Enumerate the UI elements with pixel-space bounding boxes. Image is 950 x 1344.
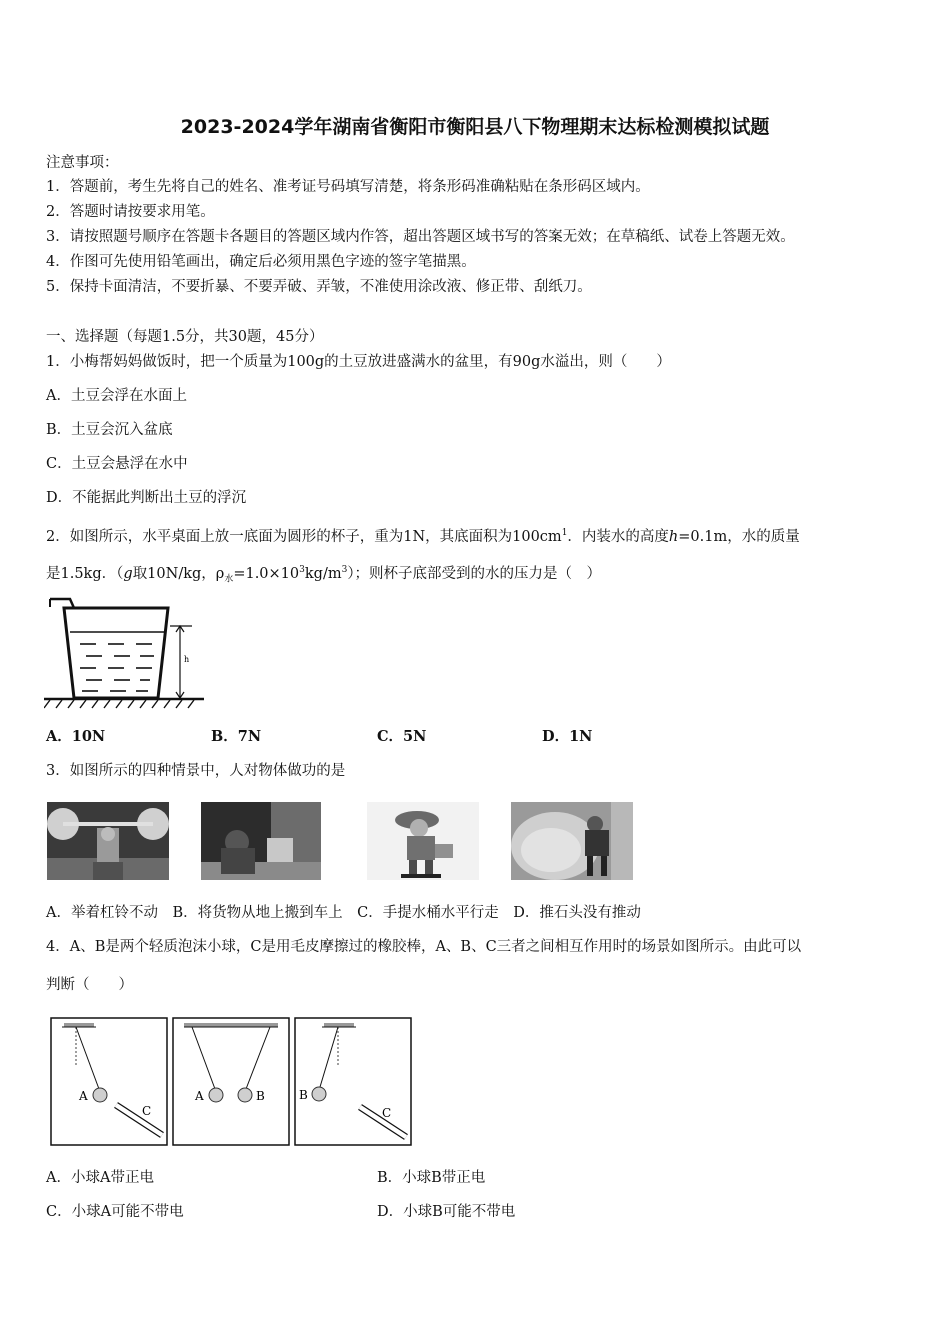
q2-stem-text: ．内装水的高度	[567, 528, 669, 545]
pendulum-panel-2	[172, 1017, 290, 1147]
q2-option-d: D．1N	[542, 728, 593, 745]
notice-item: 5．保持卡面清洁，不要折暴、不要弄破、弄皱，不准使用涂改液、修正带、刮纸刀。	[46, 279, 592, 295]
q2-option-b: B．7N	[211, 728, 262, 745]
q2-superscript: 1	[561, 528, 568, 538]
q4-option-d: D．小球B可能不带电	[377, 1204, 516, 1220]
notice-item: 4．作图可先使用铅笔画出，确定后必须用黑色字迹的签字笔描黑。	[46, 254, 476, 270]
q1-option-a: A．土豆会浮在水面上	[46, 388, 187, 404]
notice-item: 2．答题时请按要求用笔。	[46, 204, 215, 220]
q2-stem-text: kg/m	[304, 565, 342, 582]
question-3-stem: 3．如图所示的四种情景中，人对物体做功的是	[46, 763, 346, 779]
q1-option-b: B．土豆会沉入盆底	[46, 422, 173, 438]
rod-label: C	[142, 1104, 152, 1118]
weightlifter-photo	[47, 802, 169, 880]
carrying-bucket-photo	[367, 802, 479, 880]
q2-superscript: 3	[299, 565, 305, 575]
ball-label: B	[256, 1089, 265, 1103]
pendulum-panel-3	[294, 1017, 412, 1147]
ball-label: B	[299, 1088, 308, 1102]
question-4-stem-line2: 判断（ ）	[46, 977, 133, 993]
q2-variable-g: g	[123, 565, 133, 582]
q4-option-c: C．小球A可能不带电	[46, 1204, 184, 1220]
q2-stem-text: ）；则杯子底部受到的水的压力是（ ）	[347, 565, 602, 582]
q1-option-d: D．不能据此判断出土豆的浮沉	[46, 490, 247, 506]
q2-stem-text: =0.1m，水的质量	[678, 528, 800, 545]
q4-option-b: B．小球B带正电	[377, 1170, 486, 1186]
q2-option-a: A．10N	[46, 728, 106, 745]
height-label: h	[184, 655, 190, 664]
rod-label: C	[382, 1106, 392, 1120]
question-2-stem-line2	[46, 561, 601, 589]
page-title: 2023-2024学年湖南省衡阳市衡阳县八下物理期末达标检测模拟试题	[180, 116, 770, 138]
ball-label: A	[195, 1089, 204, 1103]
q2-stem-text: =1.0×10	[233, 565, 300, 582]
q2-variable-h: h	[668, 528, 679, 545]
question-1-stem: 1．小梅帮妈妈做饭时，把一个质量为100g的土豆放进盛满水的盆里，有90g水溢出，则（ ）	[46, 354, 671, 370]
pendulum-panel-1	[50, 1017, 168, 1147]
pushing-rock-photo	[511, 802, 633, 880]
carrying-goods-photo	[201, 802, 321, 880]
notice-item: 3．请按照题号顺序在答题卡各题目的答题区域内作答，超出答题区域书写的答案无效；在草稿纸、试卷上答题无效。	[46, 229, 795, 245]
q2-stem-text: 2．如图所示，水平桌面上放一底面为圆形的杯子，重为1N，其底面积为100cm	[46, 528, 562, 545]
question-2-stem-line1	[46, 524, 800, 546]
cup-figure	[44, 594, 204, 710]
question-4-stem-line1: 4．A、B是两个轻质泡沫小球，C是用毛皮摩擦过的橡胶棒，A、B、C三者之间相互作用时的场景如图所示。由此可以	[46, 939, 802, 955]
q4-option-a: A．小球A带正电	[46, 1170, 154, 1186]
q2-stem-text: 是1.5kg．（	[46, 565, 124, 582]
notice-item: 1．答题前，考生先将自己的姓名、准考证号码填写清楚，将条形码准确粘贴在条形码区域内。	[46, 179, 650, 195]
q2-subscript: 水	[224, 574, 234, 585]
notice-heading: 注意事项：	[46, 155, 119, 171]
section-heading: 一、选择题（每题1.5分，共30题，45分）	[46, 329, 324, 345]
q3-options: A．举着杠铃不动 B．将货物从地上搬到车上 C．手提水桶水平行走 D．推石头没有推动	[46, 905, 641, 921]
q2-option-c: C．5N	[377, 728, 427, 745]
q2-superscript: 3	[341, 565, 348, 575]
q1-option-c: C．土豆会悬浮在水中	[46, 456, 188, 472]
q2-stem-text: 取10N/kg，ρ	[132, 565, 225, 582]
ball-label: A	[79, 1089, 88, 1103]
